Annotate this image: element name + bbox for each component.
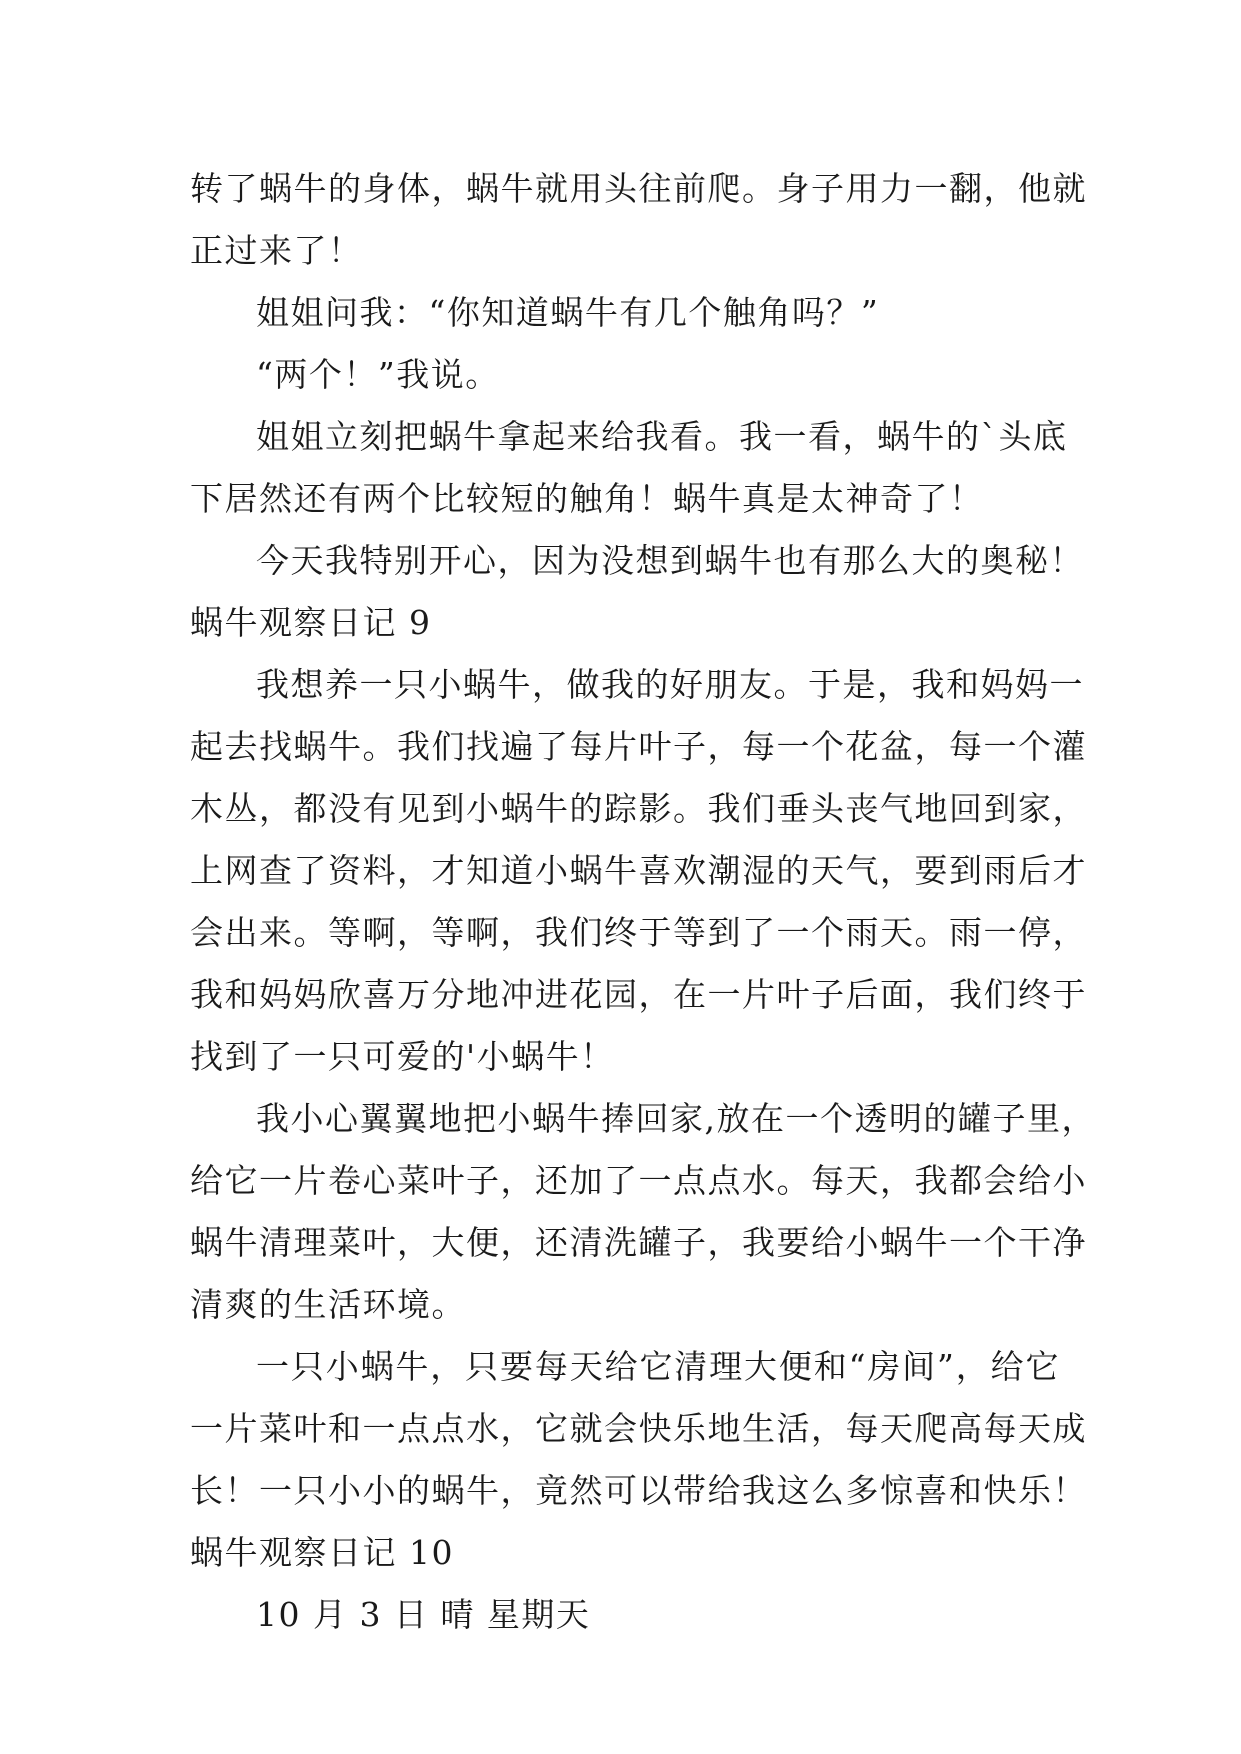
text-line: 姐姐立刻把蜗牛拿起来给我看。我一看，蜗牛的`头底 (256, 417, 1068, 456)
text-line: 清爽的生活环境。 (190, 1285, 466, 1324)
text-line: 我想养一只小蜗牛，做我的好朋友。于是，我和妈妈一 (256, 665, 1084, 704)
text-line: 给它一片卷心菜叶子，还加了一点点水。每天，我都会给小 (190, 1161, 1087, 1200)
text-line: 我小心翼翼地把小蜗牛捧回家,放在一个透明的罐子里， (256, 1099, 1096, 1138)
document-body (190, 158, 1096, 1646)
text-line: 木丛，都没有见到小蜗牛的踪影。我们垂头丧气地回到家， (190, 789, 1087, 828)
text-line: 姐姐问我：“你知道蜗牛有几个触角吗？” (256, 293, 880, 332)
text-line: 正过来了！ (190, 231, 363, 270)
section-heading: 蜗牛观察日记 10 (190, 1533, 454, 1572)
text-line: 我和妈妈欣喜万分地冲进花园，在一片叶子后面，我们终于 (190, 975, 1087, 1014)
text-line: “两个！”我说。 (256, 355, 500, 394)
text-line: 下居然还有两个比较短的触角！蜗牛真是太神奇了！ (190, 479, 984, 518)
text-line: 一片菜叶和一点点水，它就会快乐地生活，每天爬高每天成 (190, 1409, 1087, 1448)
text-line: 长！一只小小的蜗牛，竟然可以带给我这么多惊喜和快乐！ (190, 1471, 1087, 1510)
text-line: 蜗牛清理菜叶，大便，还清洗罐子，我要给小蜗牛一个干净 (190, 1223, 1087, 1262)
section-heading: 蜗牛观察日记 9 (190, 603, 432, 642)
text-line: 会出来。等啊，等啊，我们终于等到了一个雨天。雨一停， (190, 913, 1087, 952)
text-line: 上网查了资料，才知道小蜗牛喜欢潮湿的天气，要到雨后才 (190, 851, 1087, 890)
date-line: 10 月 3 日 晴 星期天 (256, 1595, 591, 1634)
text-line: 今天我特别开心，因为没想到蜗牛也有那么大的奥秘！ (256, 541, 1084, 580)
text-line: 找到了一只可爱的'小蜗牛！ (190, 1037, 615, 1076)
text-line: 一只小蜗牛，只要每天给它清理大便和“房间”，给它 (256, 1347, 1060, 1386)
text-line: 起去找蜗牛。我们找遍了每片叶子，每一个花盆，每一个灌 (190, 727, 1087, 766)
text-line: 转了蜗牛的身体，蜗牛就用头往前爬。身子用力一翻，他就 (190, 169, 1087, 208)
